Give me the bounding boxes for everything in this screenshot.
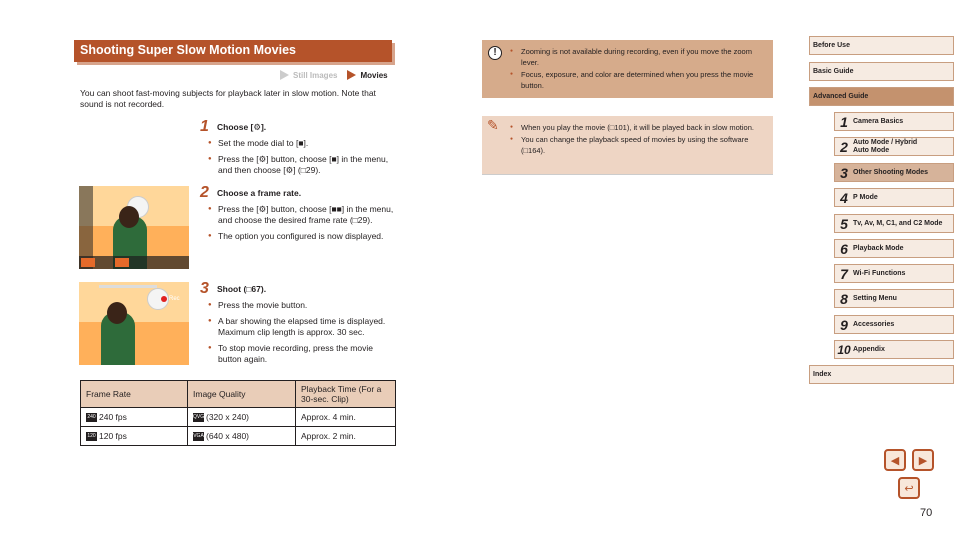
step-title: Choose a frame rate. xyxy=(217,188,302,198)
nav-chapter-3[interactable] xyxy=(834,163,954,182)
image-quality-icon: VGA xyxy=(193,433,204,440)
frame-rate-value: 120 fps xyxy=(99,430,127,441)
selected-mode-icon xyxy=(81,258,95,267)
chapter-label: Camera Basics xyxy=(853,117,904,125)
breadcrumb-still-images[interactable]: Still Images xyxy=(293,70,338,80)
image-quality-value: (320 x 240) xyxy=(206,411,249,422)
nav-advanced-guide[interactable]: Advanced Guide xyxy=(809,87,954,106)
elapsed-time-bar xyxy=(99,285,157,288)
sky-area xyxy=(79,282,189,322)
table-row xyxy=(81,427,396,446)
nav-chapter-4[interactable] xyxy=(834,188,954,207)
chapter-number: 7 xyxy=(840,265,848,282)
page-number: 70 xyxy=(920,507,933,519)
nav-before-use[interactable]: Before Use xyxy=(809,36,954,55)
frame-rate-value: 240 fps xyxy=(99,411,127,422)
chapter-label: Wi-Fi Functions xyxy=(853,269,906,277)
page-title: Shooting Super Slow Motion Movies xyxy=(74,40,392,62)
image-quality-icon: QVGA xyxy=(193,414,208,421)
nav-chapter-5[interactable] xyxy=(834,214,954,233)
chapter-label: Auto Mode / Hybrid Auto Mode xyxy=(853,138,918,154)
caution-note xyxy=(482,40,773,98)
caution-bullet: ● Zooming is not available during recording, even if you move the zoom lever. xyxy=(510,46,765,68)
nav-chapter-6[interactable] xyxy=(834,239,954,258)
breadcrumb xyxy=(280,70,388,80)
return-button[interactable] xyxy=(898,477,920,499)
table-header-row xyxy=(81,381,396,408)
table-cell: Approx. 4 min. xyxy=(296,408,396,427)
image-quality-value: (640 x 480) xyxy=(206,430,249,441)
chapter-number: 4 xyxy=(840,189,848,206)
bullet: ● A bar showing the elapsed time is displayed. Maximum clip length is approx. 30 sec. xyxy=(208,316,398,338)
chapter-number: 9 xyxy=(840,316,848,333)
chapter-label: P Mode xyxy=(853,193,878,201)
breadcrumb-arrow-icon xyxy=(280,70,289,80)
chapter-label: Setting Menu xyxy=(853,294,897,302)
chapter-number: 2 xyxy=(840,138,848,155)
person-head xyxy=(119,206,139,228)
arrow-right-icon: ▶ xyxy=(918,454,928,467)
chapter-number: 10 xyxy=(837,342,851,357)
nav-chapter-10[interactable] xyxy=(834,340,954,359)
bullet: ● Press the [⚙] button, choose [■■] in the menu, and choose the desired frame rate (□29). xyxy=(208,204,398,226)
divider xyxy=(482,174,773,175)
step-number: 1 xyxy=(200,118,209,135)
breadcrumb-movies[interactable]: Movies xyxy=(360,70,388,80)
rec-label: Rec xyxy=(169,296,180,302)
chapter-label: Appendix xyxy=(853,345,885,353)
chapter-number: 1 xyxy=(840,113,848,130)
bullet: ● The option you configured is now displayed. xyxy=(208,231,398,242)
breadcrumb-arrow-icon xyxy=(347,70,356,80)
return-arrow-icon: ↩ xyxy=(904,482,914,495)
memo-bullet: ● When you play the movie (□101), it will be played back in slow motion. xyxy=(510,122,765,133)
arrow-left-icon: ◀ xyxy=(890,454,900,467)
pencil-icon: ✎ xyxy=(487,117,499,133)
step-number: 2 xyxy=(200,184,209,201)
camera-screen-image xyxy=(79,186,189,269)
selected-rate-icon xyxy=(115,258,129,267)
frame-rate-icon: 240 xyxy=(87,414,96,421)
camera-recording-image xyxy=(79,282,189,365)
step-number: 3 xyxy=(200,280,209,297)
table-header: Playback Time (For a 30-sec. Clip) xyxy=(296,381,396,408)
table-row xyxy=(81,408,396,427)
table-cell xyxy=(81,427,188,446)
rec-dot-icon xyxy=(161,296,167,302)
chapter-number: 3 xyxy=(840,164,848,181)
chapter-number: 5 xyxy=(840,215,848,232)
rec-indicator xyxy=(161,296,180,302)
step-3-bullets xyxy=(208,300,398,370)
frame-rate-icon: 120 xyxy=(87,433,96,440)
nav-chapter-1[interactable] xyxy=(834,112,954,131)
table-cell xyxy=(188,408,296,427)
bullet: ● Press the [⚙] button, choose [■] in the menu, and then choose [⚙] (□29). xyxy=(208,154,398,176)
bullet: ● Press the movie button. xyxy=(208,300,398,311)
frame-rate-table xyxy=(80,380,396,446)
table-cell xyxy=(81,408,188,427)
nav-chapter-7[interactable] xyxy=(834,264,954,283)
intro-text: You can shoot fast-moving subjects for playback later in slow motion. Note that sound is not recorded. xyxy=(80,88,376,109)
step-2-bullets xyxy=(208,204,398,247)
person-head xyxy=(107,302,127,324)
step-1-bullets xyxy=(208,138,398,181)
bullet: ● To stop movie recording, press the movie button again. xyxy=(208,343,398,365)
caution-icon: ! xyxy=(488,46,502,60)
table-cell xyxy=(188,427,296,446)
table-cell: Approx. 2 min. xyxy=(296,427,396,446)
memo-bullet: ● You can change the playback speed of movies by using the software (□164). xyxy=(510,134,765,156)
memo-note xyxy=(482,116,773,174)
next-page-button[interactable] xyxy=(912,449,934,471)
nav-chapter-8[interactable] xyxy=(834,289,954,308)
chapter-number: 8 xyxy=(840,290,848,307)
step-2 xyxy=(200,186,301,200)
step-1 xyxy=(200,120,266,134)
prev-page-button[interactable] xyxy=(884,449,906,471)
chapter-label: Tv, Av, M, C1, and C2 Mode xyxy=(853,219,943,227)
caution-bullet: ● Focus, exposure, and color are determined when you press the movie button. xyxy=(510,69,765,91)
table-header: Image Quality xyxy=(188,381,296,408)
chapter-label: Other Shooting Modes xyxy=(853,168,929,176)
chapter-number: 6 xyxy=(840,240,848,257)
chapter-label: Playback Mode xyxy=(853,244,904,252)
step-title: Choose [⚙]. xyxy=(217,122,267,132)
bullet: ● Set the mode dial to [■]. xyxy=(208,138,398,149)
step-3 xyxy=(200,282,266,296)
nav-chapter-9[interactable] xyxy=(834,315,954,334)
table-header: Frame Rate xyxy=(81,381,188,408)
chapter-label: Accessories xyxy=(853,320,895,328)
nav-basic-guide[interactable]: Basic Guide xyxy=(809,62,954,81)
nav-index[interactable]: Index xyxy=(809,365,954,384)
nav-chapter-2[interactable] xyxy=(834,137,954,156)
step-title: Shoot (□67). xyxy=(217,284,267,294)
menu-strip xyxy=(79,256,189,269)
